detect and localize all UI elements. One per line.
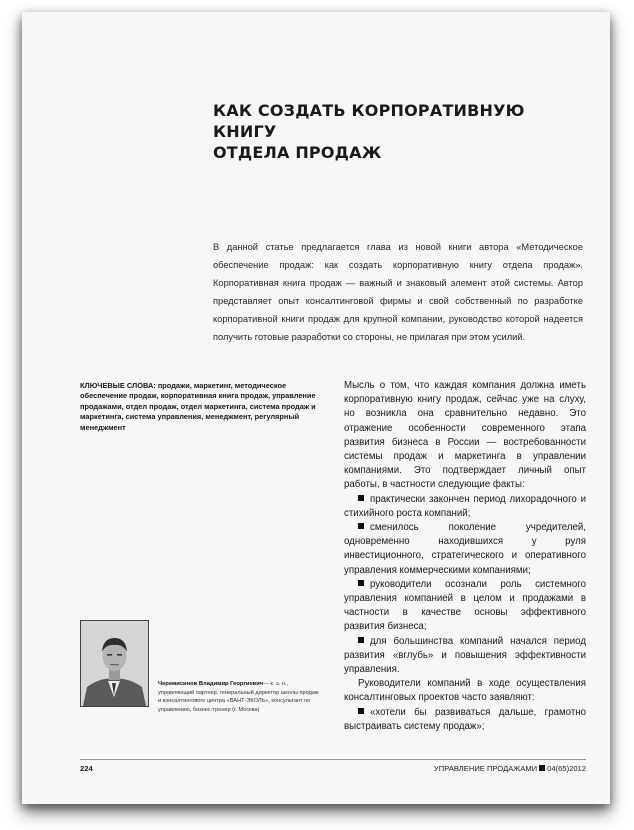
page-number: 224 <box>80 764 93 773</box>
page-footer <box>80 759 586 773</box>
square-separator-icon <box>539 765 545 771</box>
magazine-page <box>22 12 610 804</box>
list-item: сменилось поколение учредителей, одновременно находившихся у руля инвестиционного, стратегического и оперативного управления коммерческими компаниями; <box>344 522 586 576</box>
square-bullet-icon <box>358 637 364 643</box>
article-title <box>213 100 573 163</box>
quotes-list <box>344 706 586 734</box>
article-title-line2: ОТДЕЛА ПРОДАЖ <box>213 143 382 162</box>
square-bullet-icon <box>358 495 364 501</box>
journal-info <box>434 764 586 773</box>
list-item: для большинства компаний начался период развития «вглубь» и повышения эффективности управления. <box>344 635 586 676</box>
author-info <box>158 680 323 714</box>
author-bio: — к. э. н., управляющий партнер, генеральный директор школы продаж и консалтингового центра «ВАНТ-ЭКОЛЬ», консультант по управлению, бизнес-тренер (г. Москва) <box>158 681 319 713</box>
body-paragraph-1: Мысль о том, что каждая компания должна иметь корпоративную книгу продаж, сейчас уже на слуху, но возникла она сравнительно недавно. Это отражение особенности современного этапа развития бизнеса в России — востребованности системы продаж и маркетинга в управлении компаниями. Это подтверждает личный опыт работы, в частности следующие факты: <box>344 380 586 491</box>
square-bullet-icon <box>358 708 364 714</box>
author-photo <box>80 620 149 707</box>
keywords-text: продажи, маркетинг, методическое обеспечение продаж, корпоративная книга продаж, управление продажами, отдел продаж, отдел маркетинга, система продаж и маркетинга, система управления, менеджмент, регулярный менеджмент <box>80 381 316 432</box>
author-name: Черемисинов Владимир Георгиевич <box>158 681 264 687</box>
article-intro: В данной статье предлагается глава из новой книги автора «Методическое обеспечение продаж: как создать корпоративную книгу отдела продаж». Корпоративная книга продаж — важный и знаковый элемент этой системы. Автор представляет опыт консалтинговой фирмы и свой собственный по разработке корпоративной книги продаж для крупной компании, руководство которой надеется получить готовые разработки со стороны, не прилагая при этом усилий. <box>213 242 583 342</box>
list-item: «хотели бы развиваться дальше, грамотно выстраивать систему продаж»; <box>344 706 586 732</box>
list-item: руководители осознали роль системного управления компанией в целом и продажами в частности в качестве основы эффективного развития бизнеса; <box>344 578 586 633</box>
keywords-label: КЛЮЧЕВЫЕ СЛОВА: <box>80 381 156 390</box>
keywords-block <box>80 381 323 433</box>
author-portrait-icon <box>81 621 148 706</box>
facts-list <box>344 493 586 678</box>
body-column <box>344 379 586 734</box>
journal-name: УПРАВЛЕНИЕ ПРОДАЖАМИ <box>433 764 538 773</box>
body-paragraph-2: Руководители компаний в ходе осуществления консалтинговых проектов часто заявляют: <box>344 678 586 704</box>
square-bullet-icon <box>358 580 364 586</box>
square-bullet-icon <box>358 523 364 529</box>
list-item: практически закончен период лихорадочного и стихийного роста компаний; <box>344 493 586 519</box>
issue-number: 04(65)2012 <box>547 764 586 773</box>
article-title-line1: КАК СОЗДАТЬ КОРПОРАТИВНУЮ КНИГУ <box>213 101 525 141</box>
